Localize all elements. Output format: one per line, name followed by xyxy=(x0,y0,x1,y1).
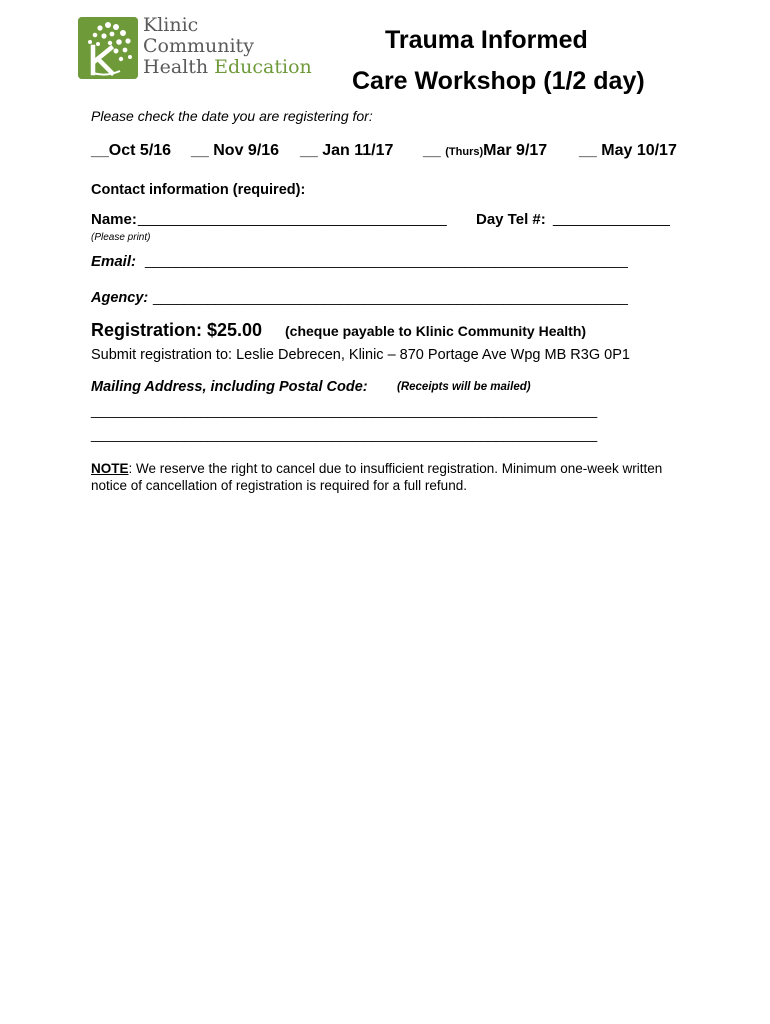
agency-field[interactable]: _____________________________________________________________ xyxy=(153,289,628,305)
receipts-note: (Receipts will be mailed) xyxy=(397,381,531,393)
date-prompt: Please check the date you are registering for: xyxy=(91,108,373,124)
date-mar-thurs: (Thurs) xyxy=(445,146,484,158)
registration-cheque-note: (cheque payable to Klinic Community Health) xyxy=(285,323,587,339)
registration-fee: Registration: $25.00 xyxy=(91,320,263,340)
contact-heading: Contact information (required): xyxy=(91,182,306,198)
logo-education: Education xyxy=(214,56,312,78)
date-mar-date: Mar 9/17 xyxy=(483,142,548,159)
day-tel-field[interactable]: ______________ xyxy=(553,210,670,227)
mailing-address-label: Mailing Address, including Postal Code: xyxy=(91,379,368,395)
logo-line-health-education xyxy=(143,57,312,78)
logo-health: Health xyxy=(143,56,215,78)
email-field[interactable]: ______________________________________________________________ xyxy=(145,252,628,268)
tree-k-logo-icon xyxy=(78,17,138,79)
submit-address: Submit registration to: Leslie Debrecen, Klinic – 870 Portage Ave Wpg MB R3G 0P1 xyxy=(91,347,630,363)
note-text: : We reserve the right to cancel due to insufficient registration. Minimum one-week written notice of cancellation of registration is required for a full refund. xyxy=(91,461,663,493)
note-label: NOTE xyxy=(91,461,129,476)
address-line-1[interactable]: _________________________________________________________________ xyxy=(91,402,598,418)
date-option-nov[interactable]: __ Nov 9/16 xyxy=(191,142,280,159)
date-option-oct[interactable]: __Oct 5/16 xyxy=(91,142,172,159)
address-line-2[interactable]: _________________________________________________________________ xyxy=(91,426,598,442)
day-tel-label: Day Tel #: xyxy=(476,211,546,228)
name-label: Name: xyxy=(91,211,137,228)
date-option-jan[interactable]: __ Jan 11/17 xyxy=(300,142,394,159)
date-mar-blank: __ xyxy=(423,142,446,159)
cancellation-note xyxy=(91,460,691,494)
date-option-may[interactable]: __ May 10/17 xyxy=(579,142,677,159)
logo-line-klinic: Klinic xyxy=(143,14,199,36)
date-option-mar[interactable] xyxy=(423,142,547,160)
please-print-note: (Please print) xyxy=(91,232,151,243)
klinic-logo xyxy=(78,14,312,83)
title-line-2: Care Workshop (1/2 day) xyxy=(352,67,645,95)
agency-label: Agency: xyxy=(91,290,149,306)
email-label: Email: xyxy=(91,253,137,270)
name-field[interactable]: _____________________________________ xyxy=(138,210,447,227)
logo-wordmark xyxy=(143,15,312,78)
title-line-1: Trauma Informed xyxy=(385,26,588,54)
logo-line-community: Community xyxy=(143,35,254,57)
